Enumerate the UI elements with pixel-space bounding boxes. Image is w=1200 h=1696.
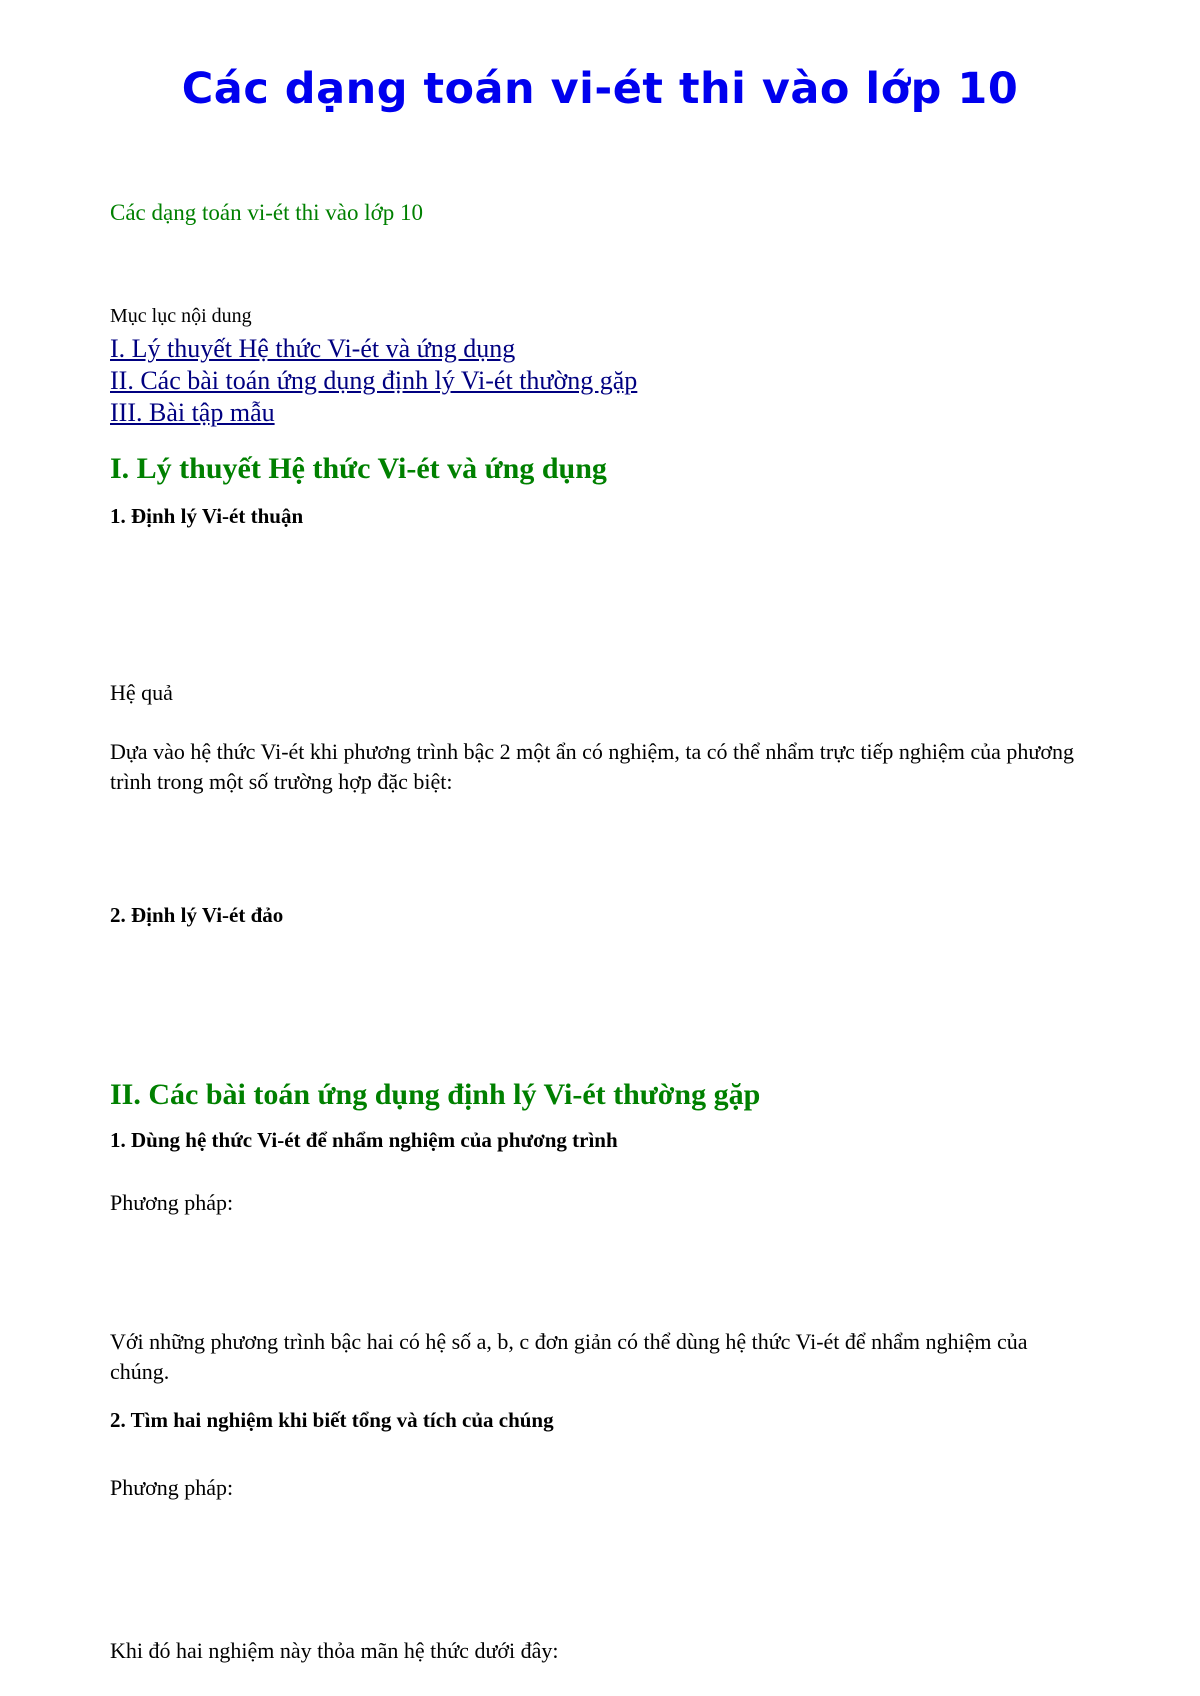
table-of-contents [110,333,1090,429]
toc-link-section-3[interactable]: III. Bài tập mẫu [110,398,275,428]
formula-placeholder-2 [110,798,1090,877]
subheading-viet-thuan: 1. Định lý Vi-ét thuận [110,504,304,529]
paragraph-nham-nghiem-intro: Dựa vào hệ thức Vi-ét khi phương trình bậc 2 một ẩn có nghiệm, ta có thể nhẩm trực tiếp nghiệm của phương trình trong một số trường hợp đặc biệt: [110,738,1074,795]
method-label-1: Phương pháp: [110,1189,234,1215]
subheading-viet-dao: 2. Định lý Vi-ét đảo [110,903,284,928]
corollary-label: Hệ quả [110,679,173,705]
toc-link-section-1[interactable]: I. Lý thuyết Hệ thức Vi-ét và ứng dụng [110,334,516,364]
toc-link-section-2[interactable]: II. Các bài toán ứng dụng định lý Vi-ét thường gặp [110,366,638,396]
subheading-dung-he-thuc: 1. Dùng hệ thức Vi-ét để nhẩm nghiệm của phương trình [110,1128,618,1153]
method-label-2: Phương pháp: [110,1475,234,1501]
formula-placeholder-4 [110,1219,1090,1327]
formula-placeholder-3 [110,929,1090,1067]
formula-placeholder-5 [110,1504,1090,1636]
section-2-heading: II. Các bài toán ứng dụng định lý Vi-ét thường gặp [110,1078,761,1112]
section-1-heading: I. Lý thuyết Hệ thức Vi-ét và ứng dụng [110,452,607,486]
document-subtitle: Các dạng toán vi-ét thi vào lớp 10 [110,199,424,225]
toc-heading: Mục lục nội dung [110,305,252,328]
closing-text: Khi đó hai nghiệm này thỏa mãn hệ thức dưới đây: [110,1638,559,1664]
paragraph-he-so-don-gian: Với những phương trình bậc hai có hệ số a, b, c đơn giản có thể dùng hệ thức Vi-ét để nhẩm nghiệm của chúng. [110,1328,1028,1385]
formula-placeholder-1 [110,531,1090,678]
page-title: Các dạng toán vi-ét thi vào lớp 10 [181,64,1019,114]
subheading-tim-hai-nghiem: 2. Tìm hai nghiệm khi biết tổng và tích của chúng [110,1408,554,1433]
